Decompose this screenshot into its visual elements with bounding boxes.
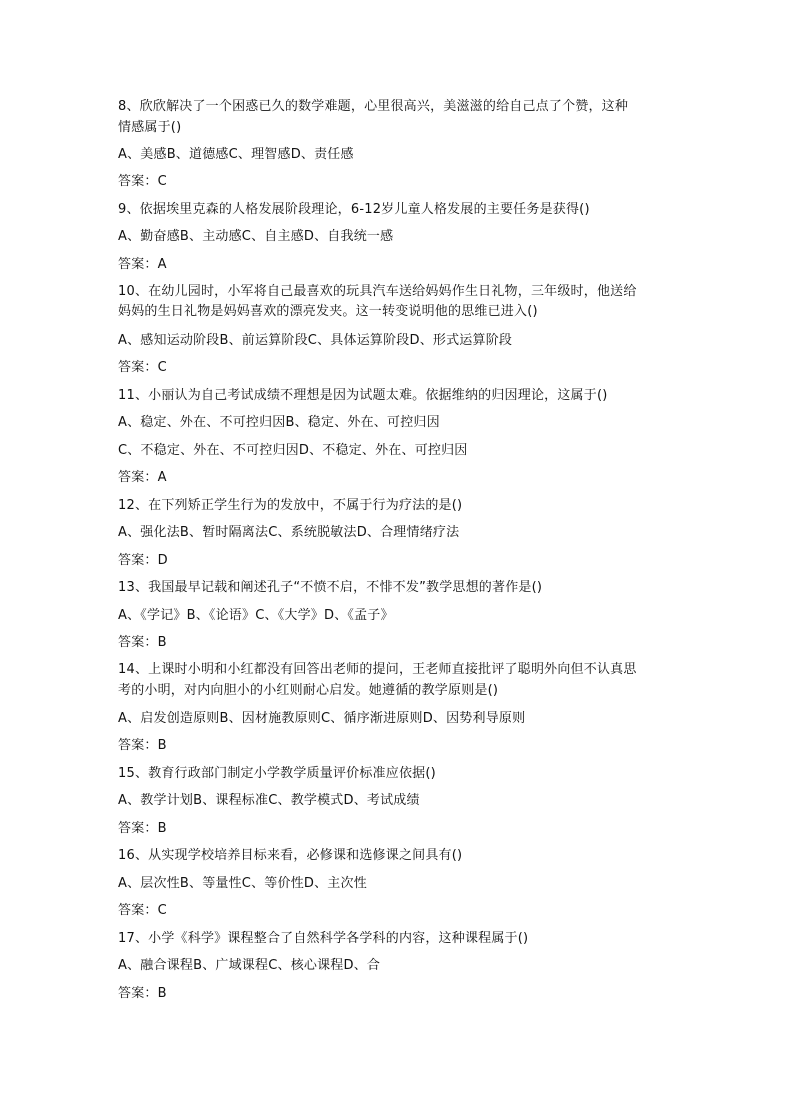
question-options: A、启发创造原则B、因材施教原则C、循序渐进原则D、因势利导原则 xyxy=(118,711,526,726)
question-answer: 答案：C xyxy=(118,174,167,189)
question-options: A、美感B、道德感C、理智感D、责任感 xyxy=(118,147,354,162)
question-options: A、《学记》B、《论语》C、《大学》D、《孟子》 xyxy=(118,608,394,623)
question-answer: 答案：A xyxy=(118,470,167,485)
question-answer: 答案：B xyxy=(118,821,167,836)
question-options: A、勤奋感B、主动感C、自主感D、自我统一感 xyxy=(118,229,394,244)
question-options: A、层次性B、等量性C、等价性D、主次性 xyxy=(118,876,367,891)
question-options: A、感知运动阶段B、前运算阶段C、具体运算阶段D、形式运算阶段 xyxy=(118,333,513,348)
question-answer: 答案：C xyxy=(118,903,167,918)
question-answer: 答案：D xyxy=(118,553,168,568)
question-options: A、教学计划B、课程标准C、教学模式D、考试成绩 xyxy=(118,793,420,808)
question-answer: 答案：C xyxy=(118,360,167,375)
question-options: C、不稳定、外在、不可控归因D、不稳定、外在、可控归因 xyxy=(118,443,468,458)
question-stem: 17、小学《科学》课程整合了自然科学各学科的内容，这种课程属于() xyxy=(118,931,529,946)
question-answer: 答案：B xyxy=(118,635,167,650)
question-answer: 答案：B xyxy=(118,738,167,753)
question-stem: 14、上课时小明和小红都没有回答出老师的提问，王老师直接批评了聪明外向但不认真思 xyxy=(118,662,637,677)
question-stem: 10、在幼儿园时，小军将自己最喜欢的玩具汽车送给妈妈作生日礼物，三年级时，他送给 xyxy=(118,284,637,299)
question-options: A、融合课程B、广域课程C、核心课程D、合 xyxy=(118,958,381,973)
question-stem: 16、从实现学校培养目标来看，必修课和选修课之间具有() xyxy=(118,848,463,863)
question-stem: 15、教育行政部门制定小学教学质量评价标准应依据() xyxy=(118,766,436,781)
question-options: A、稳定、外在、不可控归因B、稳定、外在、可控归因 xyxy=(118,415,440,430)
question-stem: 妈妈的生日礼物是妈妈喜欢的漂亮发夹。这一转变说明他的思维已进入() xyxy=(118,304,538,319)
question-answer: 答案：A xyxy=(118,257,167,272)
question-stem: 13、我国最早记载和阐述孔子“不愤不启，不悱不发”教学思想的著作是() xyxy=(118,580,543,595)
question-stem: 11、小丽认为自己考试成绩不理想是因为试题太难。依据维纳的归因理论，这属于() xyxy=(118,388,608,403)
question-stem: 考的小明，对内向胆小的小红则耐心启发。她遵循的教学原则是() xyxy=(118,683,499,698)
question-stem: 9、依据埃里克森的人格发展阶段理论，6-12岁儿童人格发展的主要任务是获得() xyxy=(118,202,590,217)
question-stem: 12、在下列矫正学生行为的发放中，不属于行为疗法的是() xyxy=(118,498,463,513)
question-stem: 情感属于() xyxy=(118,120,182,135)
question-stem: 8、欣欣解决了一个困惑已久的数学难题，心里很高兴，美滋滋的给自己点了个赞，这种 xyxy=(118,99,629,114)
question-answer: 答案：B xyxy=(118,986,167,1001)
question-options: A、强化法B、暂时隔离法C、系统脱敏法D、合理情绪疗法 xyxy=(118,525,460,540)
